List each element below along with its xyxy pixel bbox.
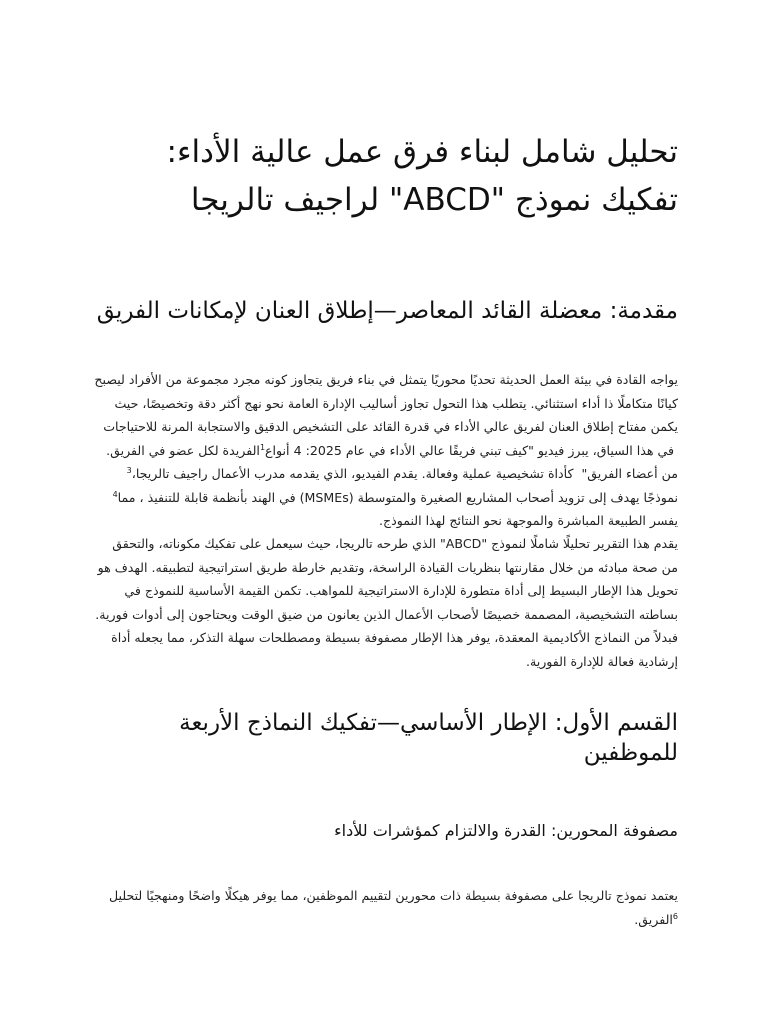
intro-paragraph-1 (92, 368, 678, 533)
footnote-ref[interactable]: 3 (126, 465, 132, 475)
document-title: تحليل شامل لبناء فرق عمل عالية الأداء: تفكيك نموذج "ABCD" لراجيف تالريجا (166, 134, 678, 218)
intro-heading: مقدمة: معضلة القائد المعاصر—إطلاق العنان لإمكانات الفريق (96, 298, 678, 324)
intro-paragraph-2: يقدم هذا التقرير تحليلًا شاملًا لنموذج "ABCD" الذي طرحه تالريجا، حيث سيعمل على تفكيك مكوناته، والتحقق من صحة مبادئه من خلال مقارنتها بنظريات القيادة الراسخة، وتقديم خارطة طريق استراتيجية لتطبيقه. الهدف هو تحويل هذا الإطار البسيط إلى أداة متطورة للإدارة الاستراتيجية للمواهب. تكمن القيمة الأساسية للنموذج في بساطته التشخيصية، المصممة خصيصًا لأصحاب الأعمال الذين يعانون من ضيق الوقت ويحتاجون إلى أدوات فورية. فبدلاً من النماذج الأكاديمية المعقدة، يوفر هذا الإطار مصفوفة بسيطة ومصطلحات سهلة التذكر، مما يجعله أداة إرشادية فعالة للإدارة الفورية. (95, 536, 678, 669)
section1-paragraph-1 (92, 884, 678, 931)
footnote-ref[interactable]: 4 (112, 489, 118, 499)
section1-p1-text: يعتمد نموذج تالريجا على مصفوفة بسيطة ذات محورين لتقييم الموظفين، مما يوفر هيكلًا واضحًا ومنهجيًا لتحليل الفريق. (108, 888, 678, 927)
intro-p1-text-4: ، مما يفسر الطبيعة المباشرة والموجهة نحو النتائج لهذا النموذج. (117, 489, 678, 528)
intro-p1-text-3: كأداة تشخيصية عملية وفعالة. يقدم الفيديو، الذي يقدمه مدرب الأعمال راجيف تالريجا، نموذجًا يهدف إلى تزويد أصحاب المشاريع الصغيرة والمتوسطة (MSMEs) في الهند بأنظمة قابلة للتنفيذ (131, 466, 678, 505)
intro-p1-text-2: في هذا السياق، يبرز فيديو "كيف تبني فريقًا عالي الأداء في عام 2025: 4 أنواع من أعضاء الفريق" (265, 442, 678, 481)
footnote-ref[interactable]: 1 (259, 442, 266, 452)
intro-p1-text-1: يواجه القادة في بيئة العمل الحديثة تحديًا محوريًا يتمثل في بناء فريق يتجاوز كونه مجرد مجموعة من الأفراد ليصبح كيانًا متكاملًا ذا أداء استثنائي. يتطلب هذا التحول تجاوز أساليب الإدارة العامة نحو نهج أكثر دقة وتخصيصًا، حيث يكمن مفتاح إطلاق العنان لفريق عالي الأداء في قدرة القائد على التشخيص الدقيق والاستجابة المرنة للاحتياجات الفريدة لكل عضو في الفريق. (94, 372, 678, 458)
section1-subheading: مصفوفة المحورين: القدرة والالتزام كمؤشرات للأداء (334, 821, 678, 840)
section1-heading: القسم الأول: الإطار الأساسي—تفكيك النماذج الأربعة للموظفين (179, 710, 678, 766)
footnote-ref[interactable]: 6 (672, 911, 678, 921)
